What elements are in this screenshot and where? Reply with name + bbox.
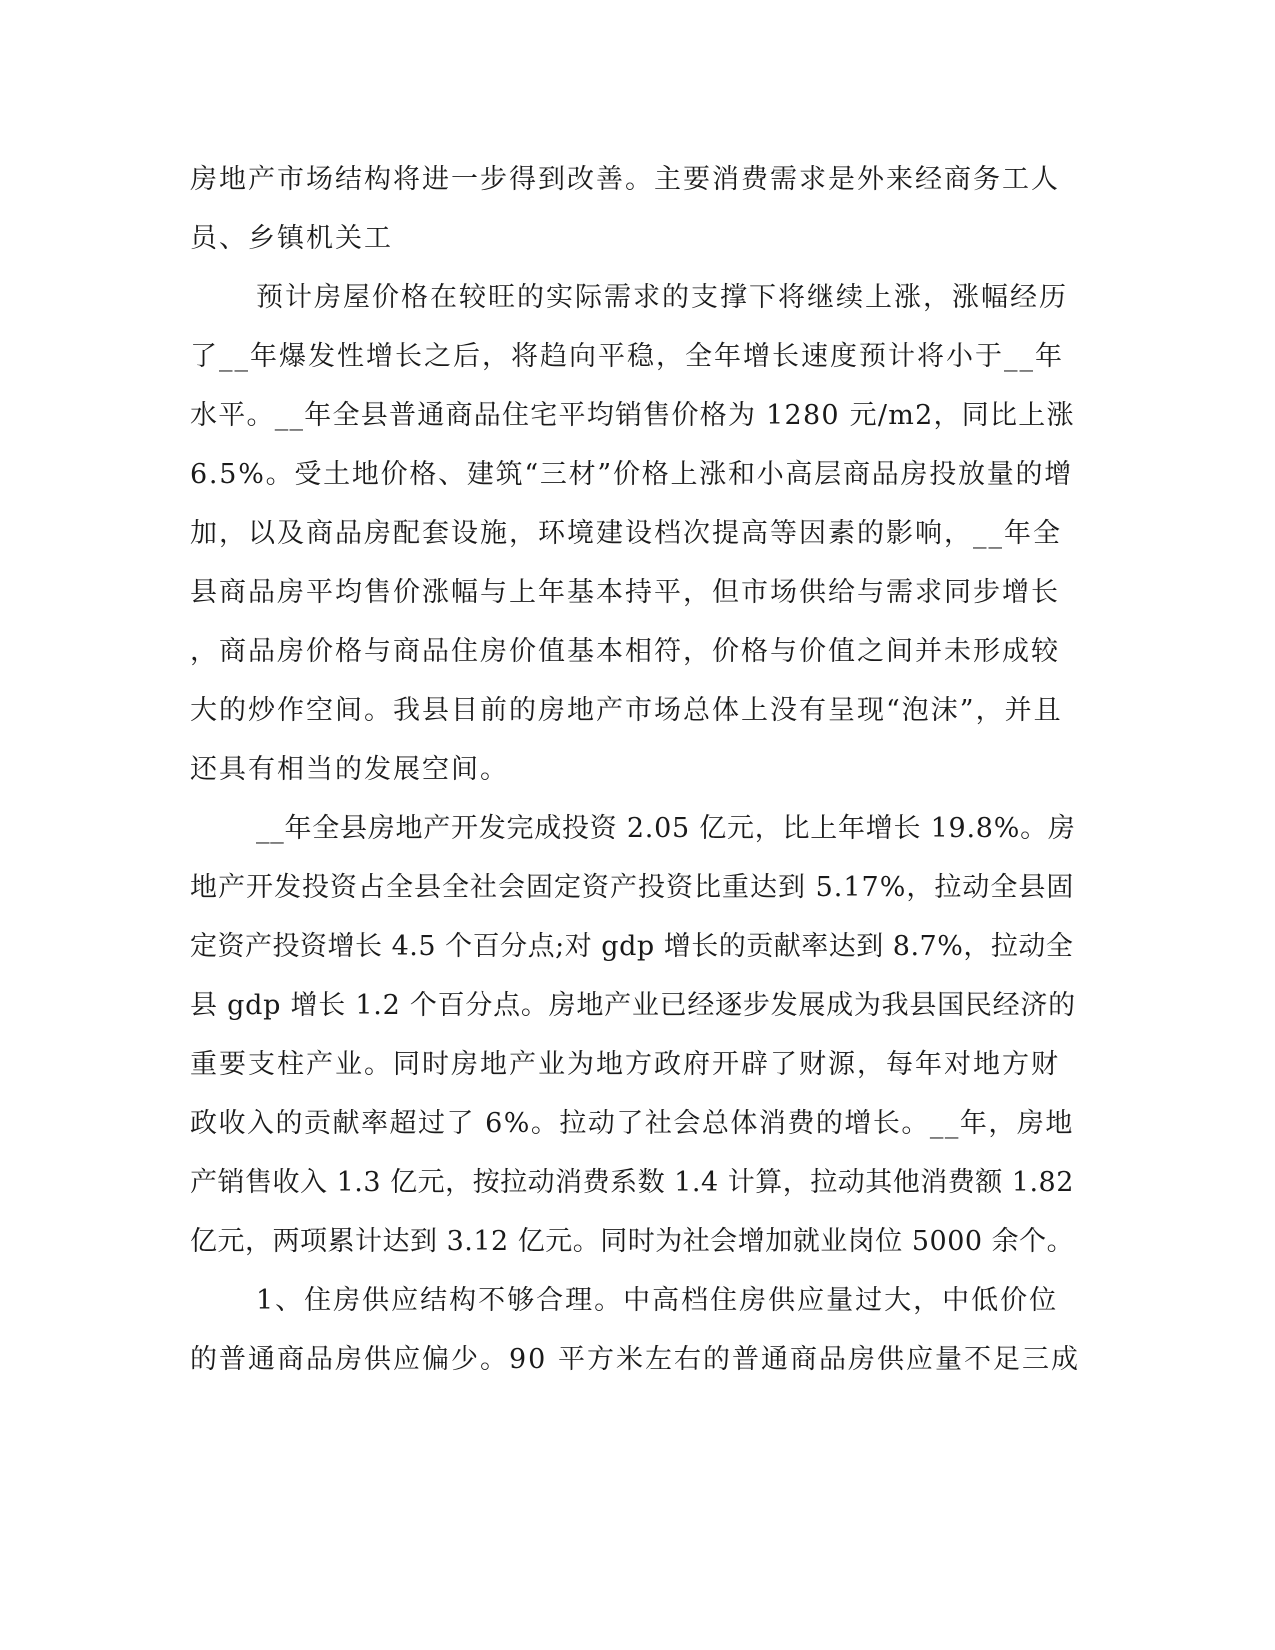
text-line: 县商品房平均售价涨幅与上年基本持平，但市场供给与需求同步增长 — [190, 577, 1060, 608]
text-line: 了__年爆发性增长之后，将趋向平稳，全年增长速度预计将小于__年 — [190, 341, 1064, 372]
paragraph-start-line: 预计房屋价格在较旺的实际需求的支撑下将继续上涨，涨幅经历 — [256, 282, 1068, 313]
text-line: 加，以及商品房配套设施，环境建设档次提高等因素的影响，__年全 — [190, 518, 1062, 549]
text-line: 6.5%。受土地价格、建筑“三材”价格上涨和小高层商品房投放量的增 — [190, 459, 1073, 490]
text-line: 水平。__年全县普通商品住宅平均销售价格为 1280 元/m2，同比上涨 — [190, 400, 1075, 431]
text-line: 亿元，两项累计达到 3.12 亿元。同时为社会增加就业岗位 5000 余个。 — [190, 1226, 1075, 1257]
text-line: 房地产市场结构将进一步得到改善。主要消费需求是外来经商务工人 — [190, 164, 1060, 195]
text-line: 员、乡镇机关工 — [190, 223, 393, 254]
text-line: 大的炒作空间。我县目前的房地产市场总体上没有呈现“泡沫”，并且 — [190, 695, 1063, 726]
text-line: 重要支柱产业。同时房地产业为地方政府开辟了财源，每年对地方财 — [190, 1049, 1060, 1080]
text-line: 产销售收入 1.3 亿元，按拉动消费系数 1.4 计算，拉动其他消费额 1.82 — [190, 1167, 1074, 1198]
text-line: ，商品房价格与商品住房价值基本相符，价格与价值之间并未形成较 — [190, 636, 1060, 667]
paragraph-start-line: __年全县房地产开发完成投资 2.05 亿元，比上年增长 19.8%。房 — [256, 813, 1076, 844]
text-line: 政收入的贡献率超过了 6%。拉动了社会总体消费的增长。__年，房地 — [190, 1108, 1074, 1139]
paragraph-start-line: 1、住房供应结构不够合理。中高档住房供应量过大，中低价位 — [256, 1285, 1059, 1316]
text-line: 县 gdp 增长 1.2 个百分点。房地产业已经逐步发展成为我县国民经济的 — [190, 990, 1076, 1021]
text-line: 地产开发投资占全县全社会固定资产投资比重达到 5.17%，拉动全县固 — [190, 872, 1075, 903]
text-line: 的普通商品房供应偏少。90 平方米左右的普通商品房供应量不足三成 — [190, 1344, 1080, 1375]
text-line: 定资产投资增长 4.5 个百分点;对 gdp 增长的贡献率达到 8.7%，拉动全 — [190, 931, 1074, 962]
text-line: 还具有相当的发展空间。 — [190, 754, 509, 785]
